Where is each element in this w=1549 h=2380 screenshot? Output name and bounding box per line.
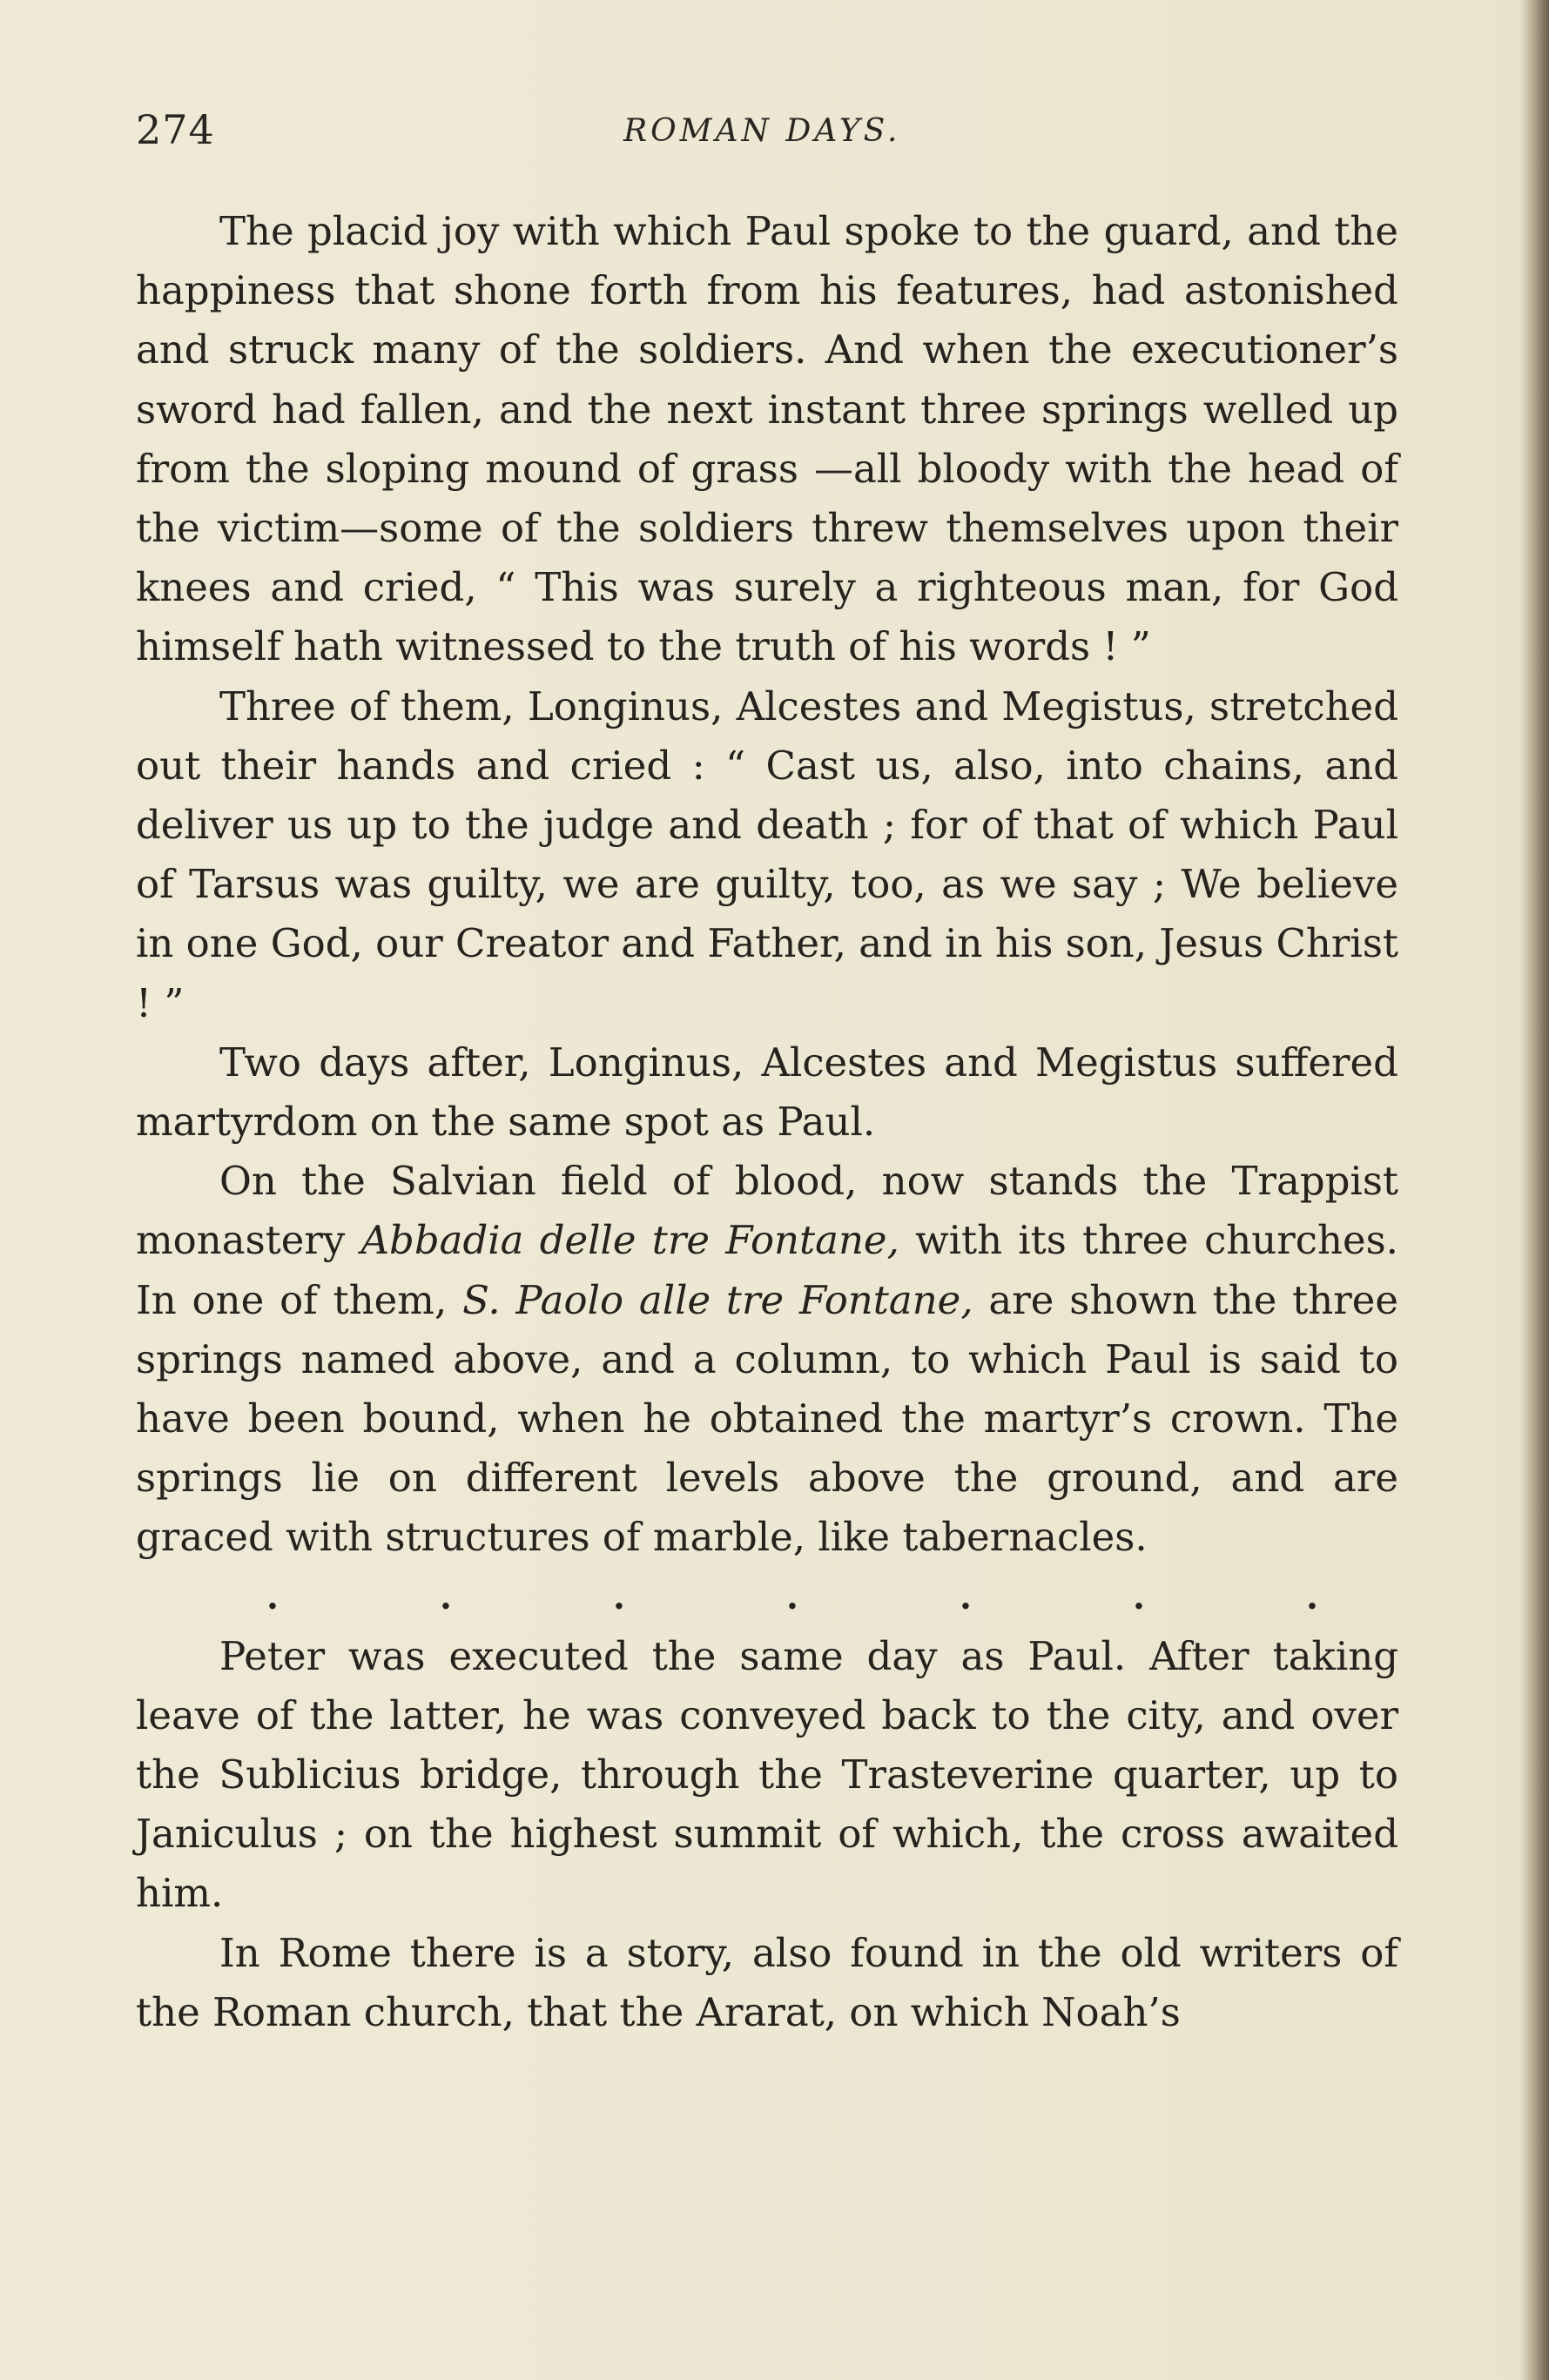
page-number: 274 (136, 106, 215, 153)
paragraph-martyrdom: Two days after, Longinus, Alcestes and Megistus suffered martyrdom on the same spot as Paul. (136, 1039, 1398, 1146)
paragraph-ararat: In Rome there is a story, also found in the old writers of the Roman church, that the Ararat, on which Noah’s (136, 1929, 1398, 2035)
paragraph-peter: Peter was executed the same day as Paul. After taking leave of the latter, he was conveyed back to the city, and over the Sublicius bridge, through the Trasteverine quarter, up to Janiculus ; on the highest summit of which, the cross awaited him. (136, 1632, 1398, 1917)
salvian-text-3: are shown the three springs named above, and a column, to which Paul is said to have been bound, when he obtained the martyr’s crown. The springs lie on different levels above the ground, and are graced with structures of marble, like tabernacles. (136, 1276, 1398, 1561)
separator-dot: . (266, 1576, 279, 1617)
separator-dot: . (786, 1576, 798, 1617)
running-head (136, 97, 1398, 176)
body-text (136, 202, 1398, 2042)
salvian-text-2: with its three churches. In one of them, (136, 1217, 1398, 1323)
page-edge-shadow (1519, 0, 1549, 2380)
separator-dot: . (440, 1576, 452, 1617)
running-title: ROMAN DAYS. (623, 113, 901, 149)
section-separator (136, 1568, 1398, 1627)
separator-dot: . (1133, 1576, 1145, 1617)
separator-dot: . (1306, 1576, 1318, 1617)
separator-dot: . (960, 1576, 972, 1617)
paragraph-salvian-field (136, 1152, 1398, 1567)
abbadia-title: Abbadia delle tre Fontane, (360, 1217, 899, 1264)
church-title: S. Paolo alle tre Fontane, (462, 1276, 973, 1323)
salvian-text-1: On the Salvian field of blood, now stands the Trappist monastery (136, 1158, 1398, 1264)
paragraph-guard: The placid joy with which Paul spoke to the guard, and the happiness that shone forth from his features, had astonished and struck many of the soldiers. And when the executioner’s sword had fallen, and the next instant three springs welled up from the sloping mound of grass —all bloody with the head of the victim—some of the soldiers threw themselves upon their knees and cried, “ This was surely a righteous man, for God himself hath witnessed to the truth of his words ! ” (136, 208, 1398, 670)
paragraph-three-soldiers: Three of them, Longinus, Alcestes and Megistus, stretched out their hands and cried : “ Cast us, also, into chains, and deliver us up to the judge and death ; for of that of which Paul of Tarsus was guilty, we are guilty, too, as we say ; We believe in one God, our Creator and Father, and in his son, Jesus Christ ! ” (136, 682, 1398, 1026)
separator-dot: . (613, 1576, 625, 1617)
